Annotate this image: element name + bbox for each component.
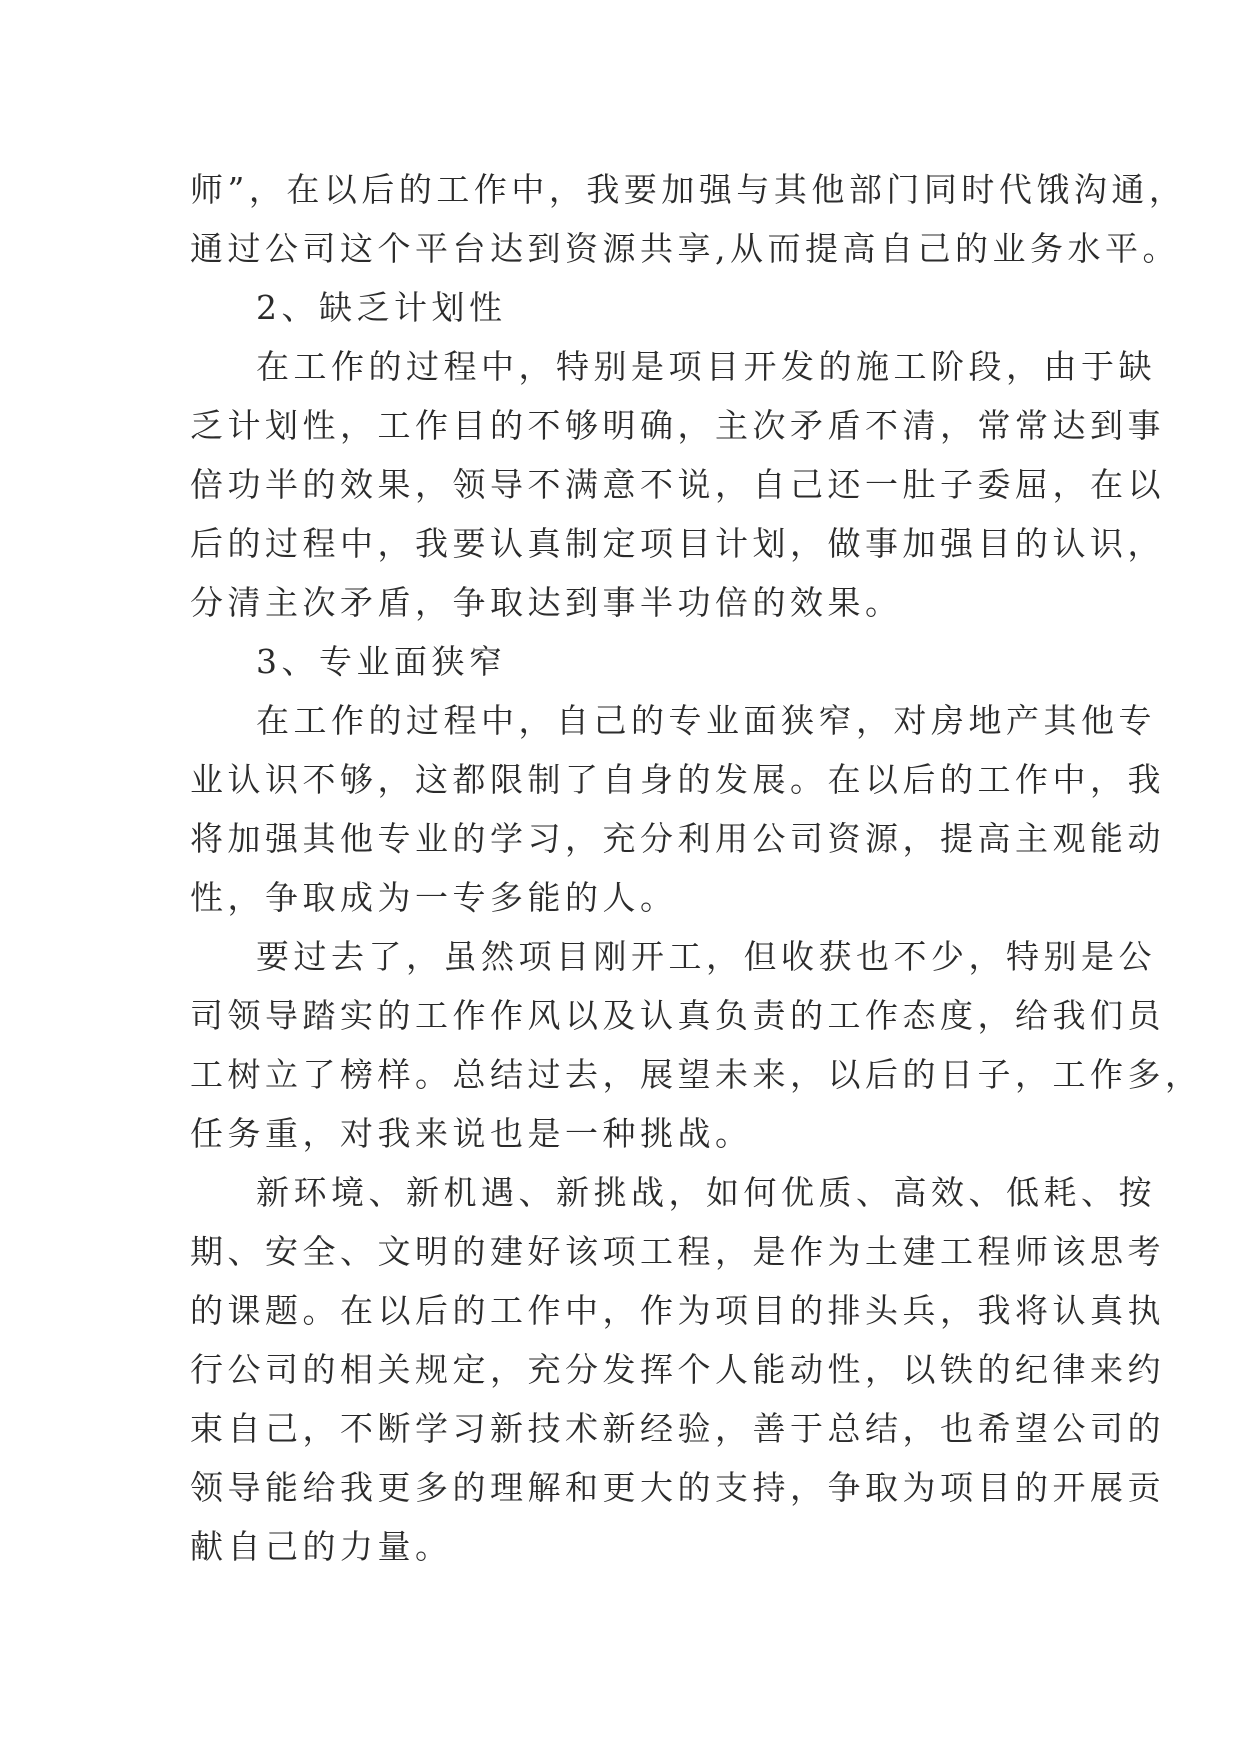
text-line: 束自己，不断学习新技术新经验，善于总结，也希望公司的 <box>190 1409 1165 1448</box>
text-line: 业认识不够，这都限制了自身的发展。在以后的工作中，我 <box>190 760 1165 799</box>
text-line: 领导能给我更多的理解和更大的支持，争取为项目的开展贡 <box>190 1468 1165 1507</box>
text-line: 行公司的相关规定，充分发挥个人能动性，以铁的纪律来约 <box>190 1350 1165 1389</box>
text-line: 司领导踏实的工作作风以及认真负责的工作态度，给我们员 <box>190 996 1165 1035</box>
text-line: 的课题。在以后的工作中，作为项目的排头兵，我将认真执 <box>190 1291 1165 1330</box>
text-line: 分清主次矛盾，争取达到事半功倍的效果。 <box>190 583 903 622</box>
text-line: 要过去了，虽然项目刚开工，但收获也不少，特别是公 <box>256 937 1156 976</box>
text-line: 在工作的过程中，自己的专业面狭窄，对房地产其他专 <box>256 701 1156 740</box>
text-line: 献自己的力量。 <box>190 1527 453 1566</box>
text-line: 在工作的过程中，特别是项目开发的施工阶段，由于缺 <box>256 347 1156 386</box>
text-line: 师”，在以后的工作中，我要加强与其他部门同时代饿沟通， <box>190 170 1187 209</box>
text-line: 任务重，对我来说也是一种挑战。 <box>190 1114 753 1153</box>
text-line: 通过公司这个平台达到资源共享,从而提高自己的业务水平。 <box>190 229 1180 268</box>
text-line: 倍功半的效果，领导不满意不说，自己还一肚子委屈，在以 <box>190 465 1165 504</box>
text-line: 将加强其他专业的学习，充分利用公司资源，提高主观能动 <box>190 819 1165 858</box>
text-line: 后的过程中，我要认真制定项目计划，做事加强目的认识， <box>190 524 1165 563</box>
text-line: 新环境、新机遇、新挑战，如何优质、高效、低耗、按 <box>256 1173 1156 1212</box>
text-line: 乏计划性，工作目的不够明确，主次矛盾不清，常常达到事 <box>190 406 1165 445</box>
document-body <box>190 160 1203 1576</box>
text-line: 性，争取成为一专多能的人。 <box>190 878 678 917</box>
section-heading: 2、缺乏计划性 <box>256 288 507 327</box>
text-line: 期、安全、文明的建好该项工程，是作为土建工程师该思考 <box>190 1232 1165 1271</box>
section-heading: 3、专业面狭窄 <box>256 642 507 681</box>
text-line: 工树立了榜样。总结过去，展望未来，以后的日子，工作多， <box>190 1055 1203 1094</box>
